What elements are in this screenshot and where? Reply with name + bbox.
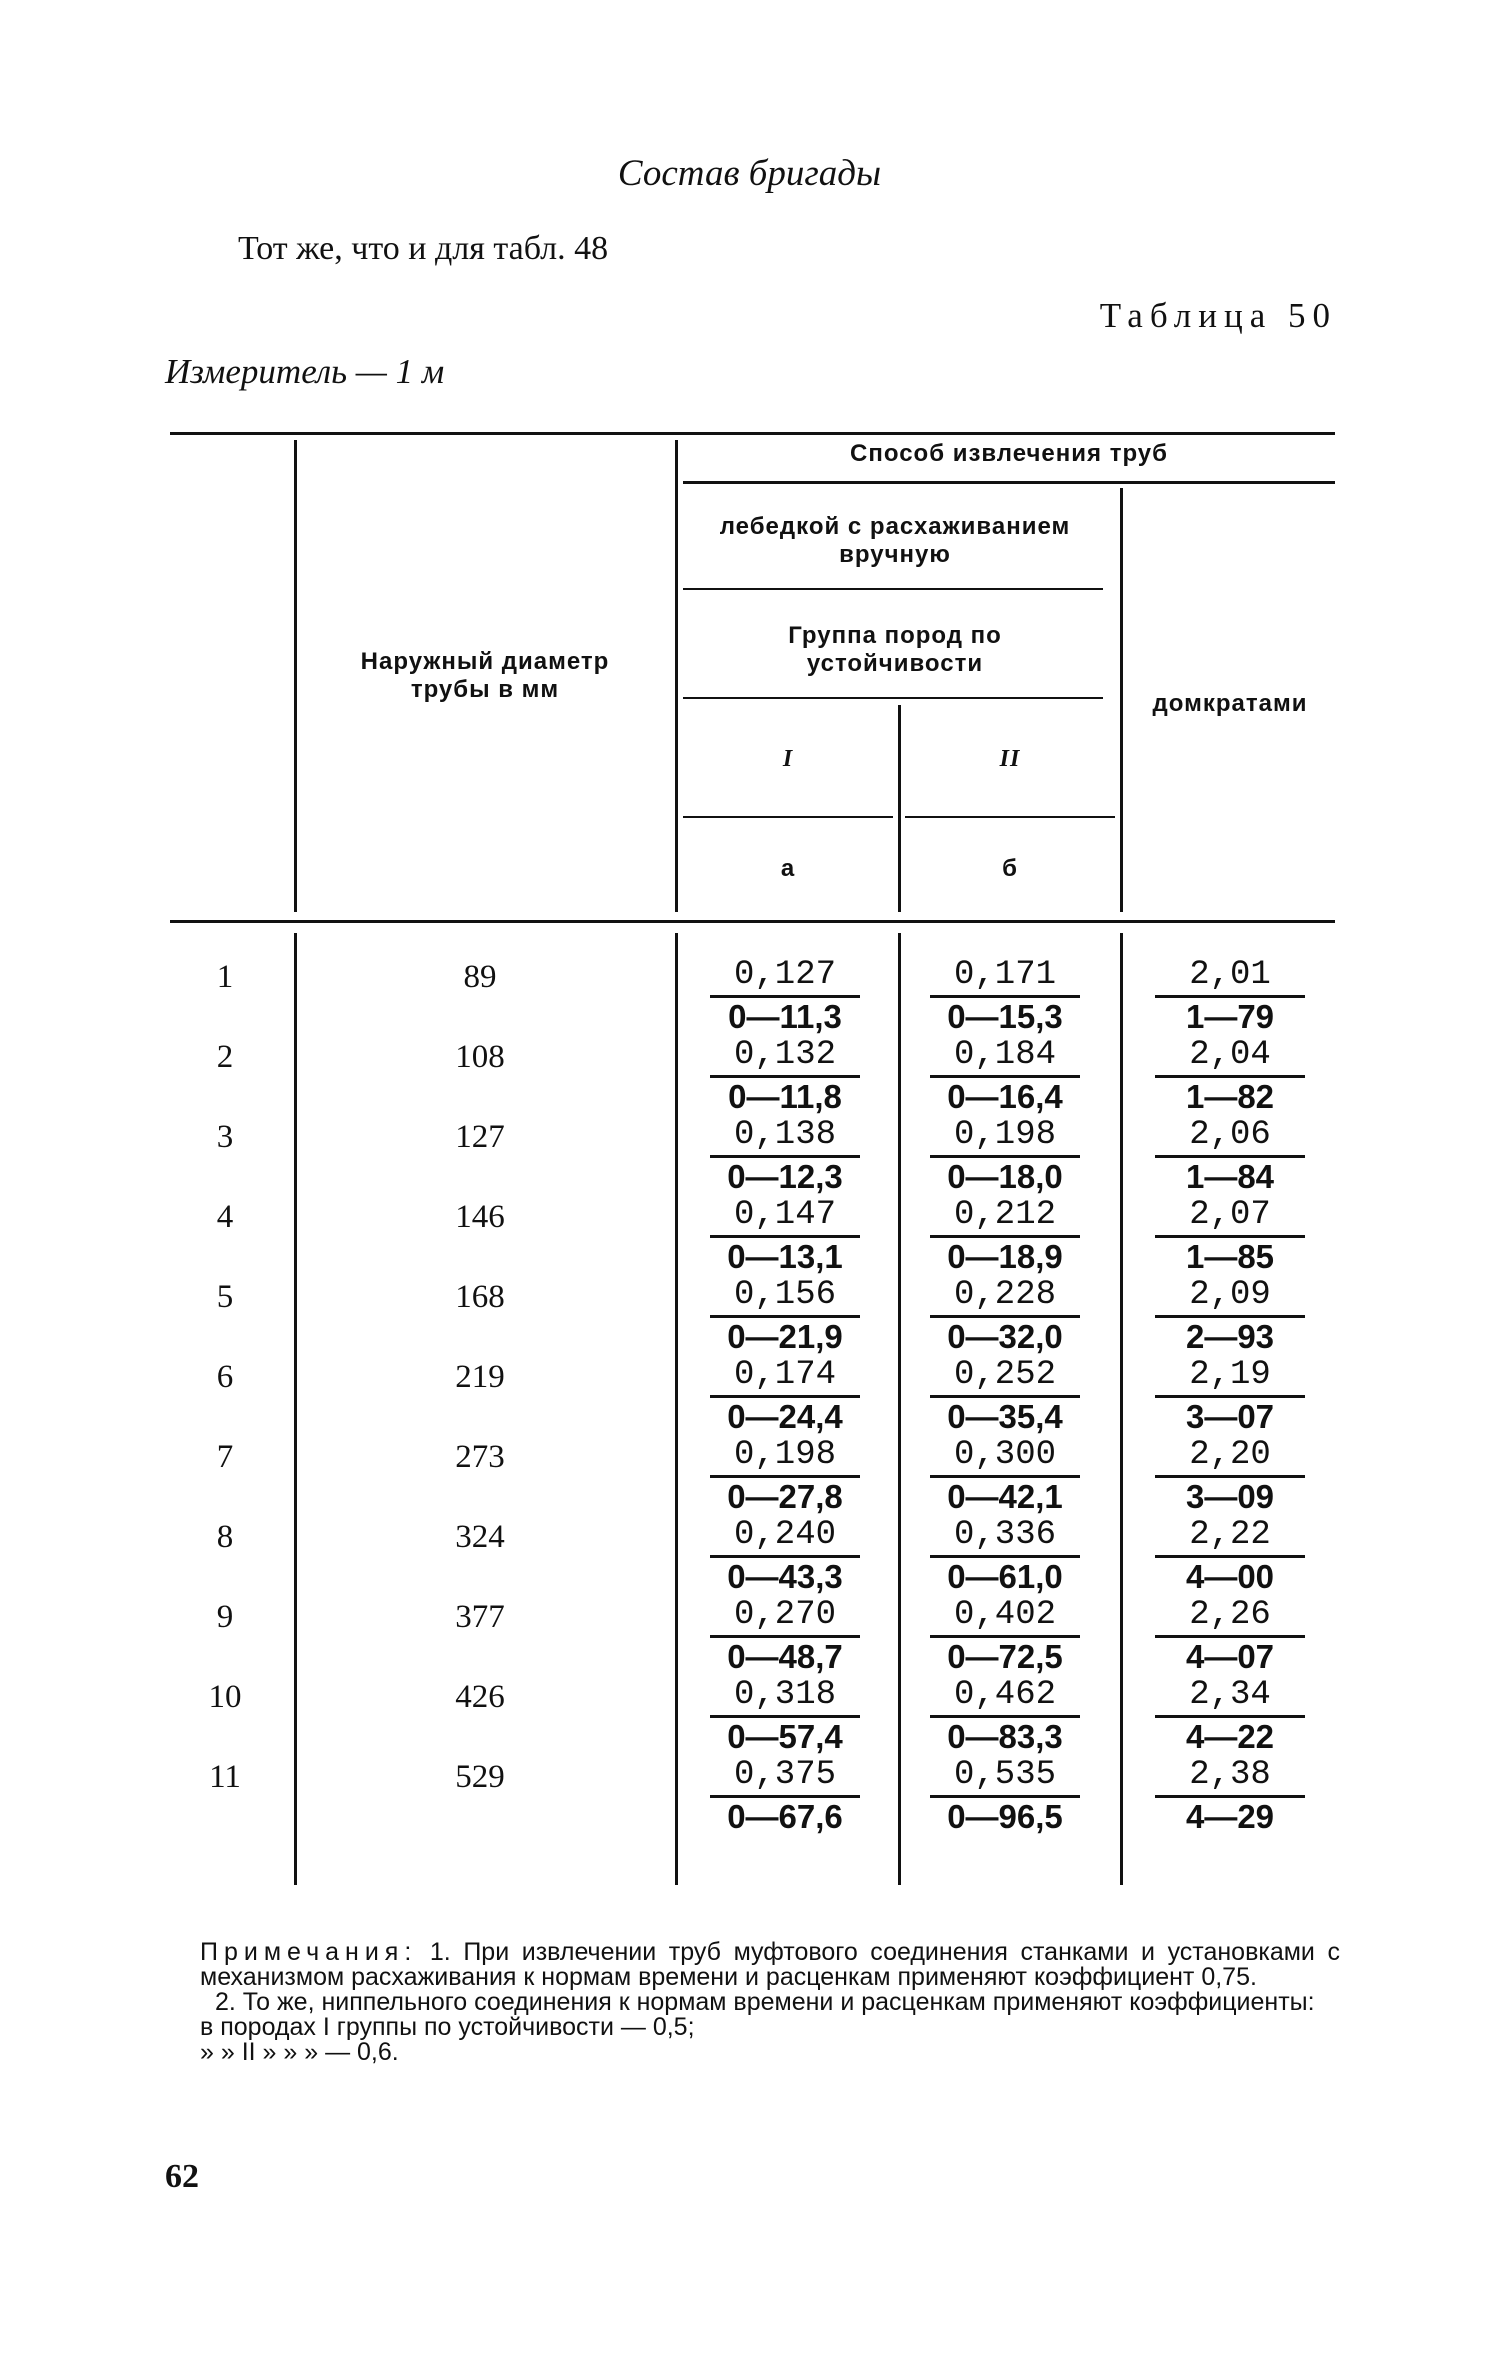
table-label: Таблица 50 (1099, 296, 1337, 335)
pipe-diameter: 273 (455, 1439, 505, 1475)
note-1: 1. При извлечении труб муфтового соединения станками и установками с механизмом расхаживания к нормам времени и расценкам применяют коэффициент 0,75. (200, 1938, 1340, 1991)
time-norm: 0,198 (953, 1116, 1057, 1154)
row-number: 8 (216, 1519, 234, 1555)
rate-value: 1—79 (1155, 995, 1305, 1036)
row-number: 6 (216, 1359, 234, 1395)
norm-cell-a (710, 1355, 860, 1436)
norm-cell-b (930, 1275, 1080, 1356)
rate-value: 0—13,1 (710, 1235, 860, 1276)
norm-cell-b (930, 955, 1080, 1036)
header-bottom-rule (170, 920, 1335, 923)
norm-cell-c (1155, 1675, 1305, 1756)
header-winch: лебедкой с расхаживанием вручную (719, 513, 1071, 568)
rate-value: 0—11,8 (710, 1075, 860, 1116)
time-norm: 0,174 (733, 1356, 837, 1394)
time-norm: 0,336 (953, 1516, 1057, 1554)
norm-cell-b (930, 1755, 1080, 1836)
winch-rule (683, 588, 1103, 590)
rate-value: 4—07 (1155, 1635, 1305, 1676)
header-group-2: II (999, 746, 1021, 772)
time-norm: 0,138 (733, 1116, 837, 1154)
rate-value: 0—61,0 (930, 1555, 1080, 1596)
time-norm: 2,01 (1189, 956, 1271, 994)
norm-cell-a (710, 1435, 860, 1516)
time-norm: 0,252 (953, 1356, 1057, 1394)
rate-value: 0—18,0 (930, 1155, 1080, 1196)
rate-value: 3—07 (1155, 1395, 1305, 1436)
norm-cell-c (1155, 955, 1305, 1036)
time-norm: 2,20 (1189, 1436, 1271, 1474)
pipe-diameter: 127 (455, 1119, 505, 1155)
norm-cell-a (710, 1595, 860, 1676)
row-number: 7 (216, 1439, 234, 1475)
time-norm: 0,300 (953, 1436, 1057, 1474)
time-norm: 0,156 (733, 1276, 837, 1314)
time-norm: 2,26 (1189, 1596, 1271, 1634)
body-vline-3 (898, 933, 901, 1885)
rate-value: 0—16,4 (930, 1075, 1080, 1116)
rate-value: 1—84 (1155, 1155, 1305, 1196)
header-vline-1 (294, 440, 297, 912)
norm-cell-c (1155, 1595, 1305, 1676)
time-norm: 2,09 (1189, 1276, 1271, 1314)
rate-value: 4—22 (1155, 1715, 1305, 1756)
note-line-2: » » II » » » — 0,6. (200, 2038, 399, 2066)
time-norm: 0,228 (953, 1276, 1057, 1314)
rate-value: 0—11,3 (710, 995, 860, 1036)
rate-value: 2—93 (1155, 1315, 1305, 1356)
norm-cell-a (710, 1755, 860, 1836)
norm-cell-b (930, 1195, 1080, 1276)
norm-cell-c (1155, 1115, 1305, 1196)
header-vline-3 (898, 705, 901, 912)
row-number: 11 (209, 1759, 241, 1795)
rate-value: 0—83,3 (930, 1715, 1080, 1756)
header-method: Способ извлечения труб (850, 440, 1168, 467)
time-norm: 2,38 (1189, 1756, 1271, 1794)
time-norm: 0,270 (733, 1596, 837, 1634)
norm-cell-a (710, 1035, 860, 1116)
roman-rule-1 (683, 816, 893, 818)
norm-cell-c (1155, 1755, 1305, 1836)
roman-rule-2 (905, 816, 1115, 818)
time-norm: 0,171 (953, 956, 1057, 994)
header-letter-b: б (1002, 855, 1018, 882)
rate-value: 0—12,3 (710, 1155, 860, 1196)
rate-value: 0—72,5 (930, 1635, 1080, 1676)
norm-cell-a (710, 1275, 860, 1356)
row-number: 9 (216, 1599, 234, 1635)
norm-cell-c (1155, 1035, 1305, 1116)
rate-value: 3—09 (1155, 1475, 1305, 1516)
pipe-diameter: 89 (463, 959, 497, 995)
time-norm: 0,318 (733, 1676, 837, 1714)
rate-value: 4—29 (1155, 1795, 1305, 1836)
notes-heading: Примечания: (200, 1938, 418, 1966)
norm-cell-c (1155, 1275, 1305, 1356)
time-norm: 2,06 (1189, 1116, 1271, 1154)
row-number: 5 (216, 1279, 234, 1315)
pipe-diameter: 377 (455, 1599, 505, 1635)
row-number: 10 (208, 1679, 242, 1715)
norm-cell-a (710, 1675, 860, 1756)
rate-value: 0—48,7 (710, 1635, 860, 1676)
body-vline-1 (294, 933, 297, 1885)
rate-value: 4—00 (1155, 1555, 1305, 1596)
header-diameter: Наружный диаметр трубы в мм (360, 648, 610, 703)
norm-cell-a (710, 955, 860, 1036)
rate-value: 0—15,3 (930, 995, 1080, 1036)
norm-cell-b (930, 1675, 1080, 1756)
rate-value: 0—57,4 (710, 1715, 860, 1756)
row-number: 1 (216, 959, 234, 995)
rate-value: 0—18,9 (930, 1235, 1080, 1276)
time-norm: 0,127 (733, 956, 837, 994)
rate-value: 0—67,6 (710, 1795, 860, 1836)
section-title: Состав бригады (617, 153, 882, 194)
header-vline-4 (1120, 488, 1123, 912)
time-norm: 0,147 (733, 1196, 837, 1234)
time-norm: 0,198 (733, 1436, 837, 1474)
norm-cell-b (930, 1035, 1080, 1116)
time-norm: 2,34 (1189, 1676, 1271, 1714)
rate-value: 0—35,4 (930, 1395, 1080, 1436)
norm-cell-a (710, 1195, 860, 1276)
header-vline-2 (675, 440, 678, 912)
body-vline-2 (675, 933, 678, 1885)
page-number: 62 (165, 2158, 199, 2195)
header-letter-a: а (780, 855, 796, 882)
time-norm: 0,240 (733, 1516, 837, 1554)
rate-value: 0—21,9 (710, 1315, 860, 1356)
method-rule (683, 481, 1335, 484)
rate-value: 0—24,4 (710, 1395, 860, 1436)
norm-cell-a (710, 1115, 860, 1196)
norm-cell-c (1155, 1355, 1305, 1436)
time-norm: 0,184 (953, 1036, 1057, 1074)
norm-cell-b (930, 1115, 1080, 1196)
pipe-diameter: 426 (455, 1679, 505, 1715)
time-norm: 2,04 (1189, 1036, 1271, 1074)
header-jacks: домкратами (1152, 690, 1308, 717)
pipe-diameter: 529 (455, 1759, 505, 1795)
rate-value: 1—82 (1155, 1075, 1305, 1116)
note-2: 2. То же, ниппельного соединения к нормам времени и расценкам применяют коэффициенты: (215, 1988, 1315, 2016)
pipe-diameter: 168 (455, 1279, 505, 1315)
time-norm: 0,212 (953, 1196, 1057, 1234)
pipe-diameter: 219 (455, 1359, 505, 1395)
row-number: 2 (216, 1039, 234, 1075)
pipe-diameter: 146 (455, 1199, 505, 1235)
table-top-rule (170, 432, 1335, 435)
pipe-diameter: 108 (455, 1039, 505, 1075)
header-rock-group: Группа пород по устойчивости (788, 622, 1002, 677)
time-norm: 0,402 (953, 1596, 1057, 1634)
body-vline-4 (1120, 933, 1123, 1885)
time-norm: 0,132 (733, 1036, 837, 1074)
row-number: 3 (216, 1119, 234, 1155)
norm-cell-b (930, 1355, 1080, 1436)
rate-value: 0—27,8 (710, 1475, 860, 1516)
norm-cell-b (930, 1595, 1080, 1676)
notes (200, 1940, 1340, 2065)
pipe-diameter: 324 (455, 1519, 505, 1555)
row-number: 4 (216, 1199, 234, 1235)
time-norm: 2,07 (1189, 1196, 1271, 1234)
time-norm: 2,22 (1189, 1516, 1271, 1554)
note-line-1: в породах I группы по устойчивости — 0,5; (200, 2013, 695, 2041)
time-norm: 0,375 (733, 1756, 837, 1794)
rate-value: 1—85 (1155, 1235, 1305, 1276)
rate-value: 0—32,0 (930, 1315, 1080, 1356)
norm-cell-c (1155, 1435, 1305, 1516)
time-norm: 0,462 (953, 1676, 1057, 1714)
intro-text: Тот же, что и для табл. 48 (238, 230, 609, 267)
measure-unit: Измеритель — 1 м (165, 352, 445, 391)
time-norm: 0,535 (953, 1756, 1057, 1794)
norm-cell-b (930, 1515, 1080, 1596)
rate-value: 0—43,3 (710, 1555, 860, 1596)
norm-cell-c (1155, 1515, 1305, 1596)
rate-value: 0—42,1 (930, 1475, 1080, 1516)
rate-value: 0—96,5 (930, 1795, 1080, 1836)
norm-cell-c (1155, 1195, 1305, 1276)
header-group-1: I (782, 746, 794, 772)
norm-cell-a (710, 1515, 860, 1596)
norm-cell-b (930, 1435, 1080, 1516)
time-norm: 2,19 (1189, 1356, 1271, 1394)
group-rule (683, 697, 1103, 699)
